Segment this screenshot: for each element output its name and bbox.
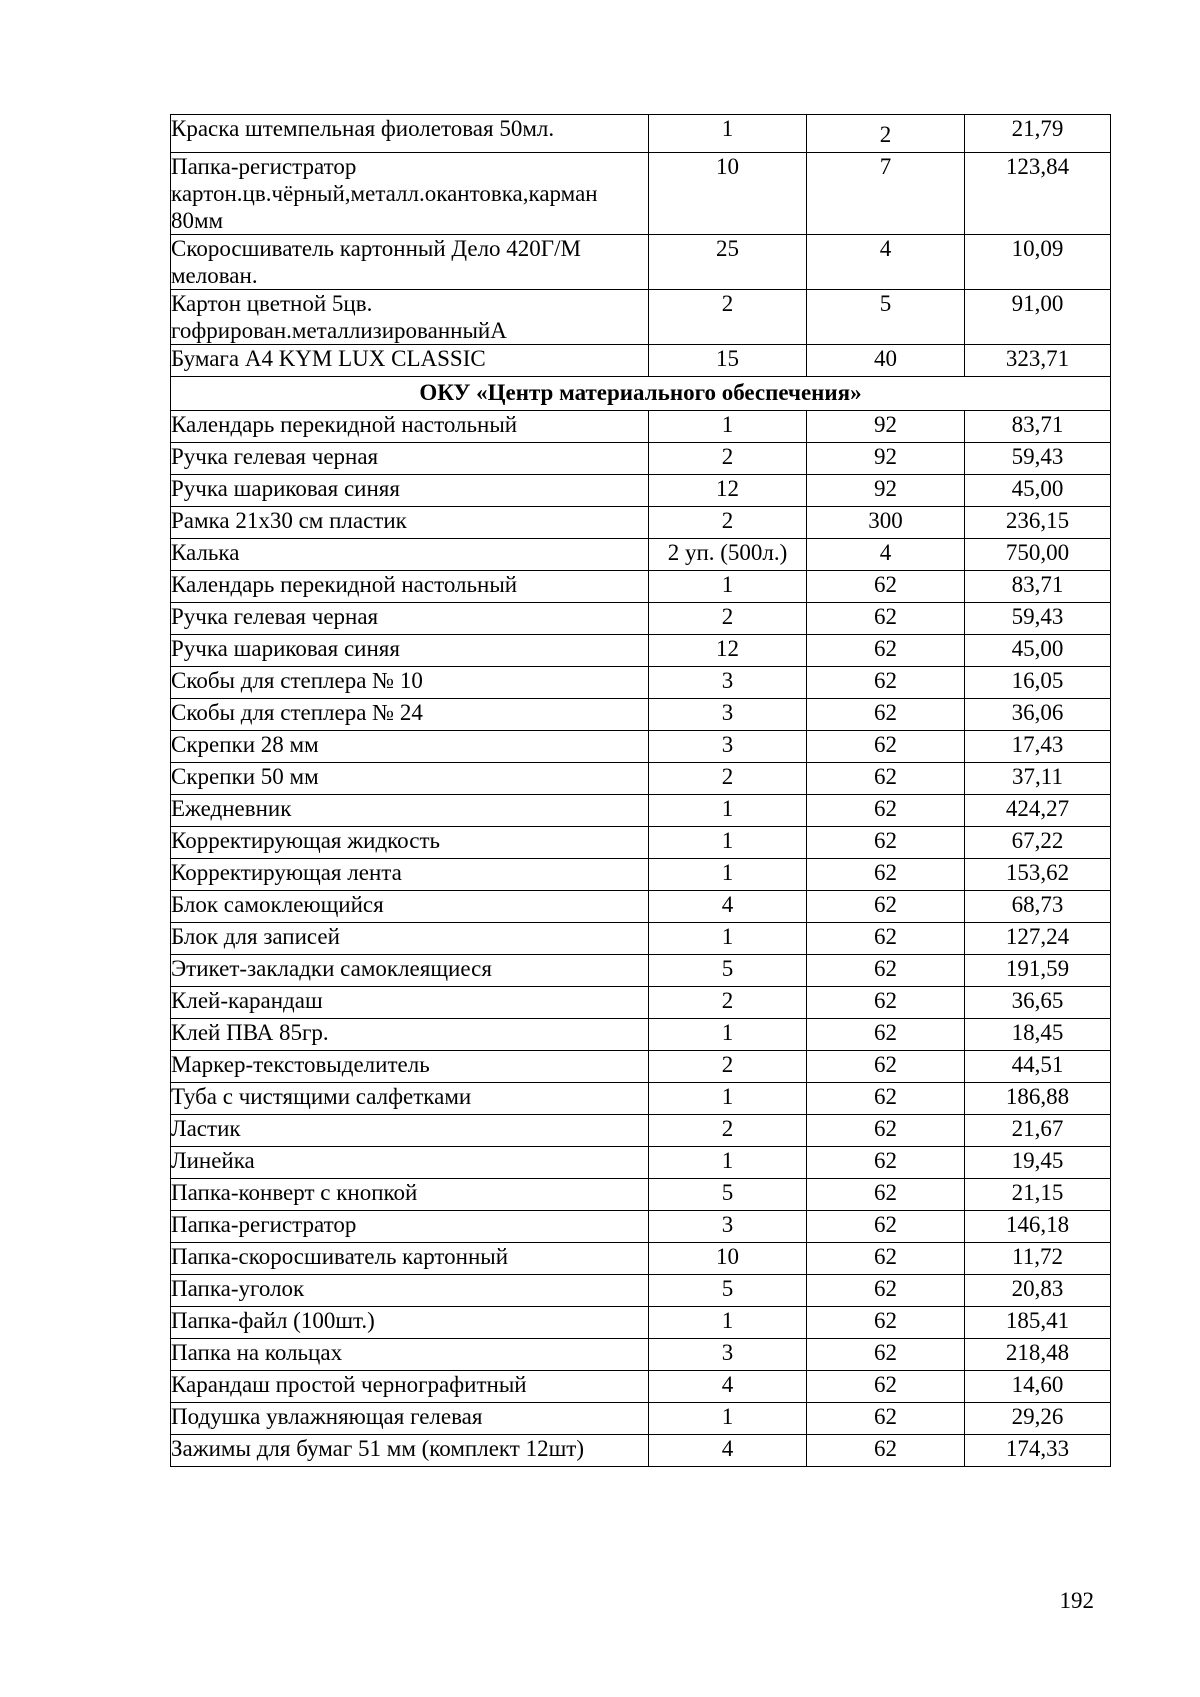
item-name: Скоросшиватель картонный Дело 420Г/М мелован. (171, 235, 649, 290)
page-number: 192 (1059, 1588, 1094, 1613)
item-price: 127,24 (965, 923, 1111, 955)
item-count: 62 (807, 1115, 965, 1147)
item-name: Рамка 21х30 см пластик (171, 507, 649, 539)
table-row (171, 699, 1111, 731)
item-count: 62 (807, 667, 965, 699)
item-count: 92 (807, 443, 965, 475)
item-count: 62 (807, 731, 965, 763)
item-qty: 1 (649, 1019, 807, 1051)
item-name: Папка-регистратор (171, 1211, 649, 1243)
item-name: Корректирующая лента (171, 859, 649, 891)
table-row (171, 115, 1111, 153)
item-price: 36,06 (965, 699, 1111, 731)
item-qty: 2 (649, 763, 807, 795)
table-row (171, 667, 1111, 699)
item-name: Туба с чистящими салфетками (171, 1083, 649, 1115)
item-name: Карандаш простой чернографитный (171, 1371, 649, 1403)
item-count: 62 (807, 1435, 965, 1467)
item-price: 68,73 (965, 891, 1111, 923)
table-row (171, 1371, 1111, 1403)
item-price: 44,51 (965, 1051, 1111, 1083)
item-qty: 2 (649, 1115, 807, 1147)
item-count: 7 (807, 153, 965, 235)
item-qty: 1 (649, 1403, 807, 1435)
item-count: 300 (807, 507, 965, 539)
item-price: 236,15 (965, 507, 1111, 539)
item-qty: 1 (649, 1083, 807, 1115)
item-price: 21,79 (965, 115, 1111, 153)
item-price: 11,72 (965, 1243, 1111, 1275)
item-name: Этикет-закладки самоклеящиеся (171, 955, 649, 987)
item-qty: 1 (649, 1147, 807, 1179)
table-row (171, 603, 1111, 635)
item-name: Скобы для степлера № 24 (171, 699, 649, 731)
item-price: 45,00 (965, 475, 1111, 507)
item-name: Календарь перекидной настольный (171, 411, 649, 443)
table-row (171, 1115, 1111, 1147)
item-name: Блок для записей (171, 923, 649, 955)
item-count: 62 (807, 1275, 965, 1307)
item-price: 750,00 (965, 539, 1111, 571)
table-row (171, 571, 1111, 603)
item-count: 62 (807, 635, 965, 667)
item-count: 62 (807, 859, 965, 891)
item-name: Папка-файл (100шт.) (171, 1307, 649, 1339)
item-name: Скрепки 50 мм (171, 763, 649, 795)
item-count: 62 (807, 987, 965, 1019)
item-price: 21,15 (965, 1179, 1111, 1211)
item-qty: 15 (649, 345, 807, 377)
item-name: Зажимы для бумаг 51 мм (комплект 12шт) (171, 1435, 649, 1467)
item-qty: 25 (649, 235, 807, 290)
item-count: 62 (807, 1179, 965, 1211)
item-name: Ручка шариковая синяя (171, 475, 649, 507)
table-row (171, 1083, 1111, 1115)
item-qty: 5 (649, 955, 807, 987)
item-qty: 1 (649, 923, 807, 955)
table-row (171, 1179, 1111, 1211)
table-row (171, 827, 1111, 859)
item-name: Краска штемпельная фиолетовая 50мл. (171, 115, 649, 153)
table-row (171, 1339, 1111, 1371)
item-count: 92 (807, 411, 965, 443)
item-price: 18,45 (965, 1019, 1111, 1051)
item-qty: 2 (649, 443, 807, 475)
item-qty: 5 (649, 1179, 807, 1211)
item-qty: 5 (649, 1275, 807, 1307)
item-qty: 4 (649, 891, 807, 923)
item-count: 62 (807, 1371, 965, 1403)
item-price: 174,33 (965, 1435, 1111, 1467)
item-count: 62 (807, 1147, 965, 1179)
table-row (171, 1307, 1111, 1339)
item-count: 62 (807, 1243, 965, 1275)
item-name: Ручка гелевая черная (171, 603, 649, 635)
table-row (171, 1147, 1111, 1179)
table-row (171, 1051, 1111, 1083)
item-count: 62 (807, 699, 965, 731)
item-count: 4 (807, 235, 965, 290)
item-qty: 3 (649, 699, 807, 731)
table-row (171, 891, 1111, 923)
table-row (171, 507, 1111, 539)
item-price: 14,60 (965, 1371, 1111, 1403)
item-name: Скобы для степлера № 10 (171, 667, 649, 699)
item-qty: 4 (649, 1435, 807, 1467)
item-qty: 2 уп. (500л.) (649, 539, 807, 571)
item-qty: 2 (649, 1051, 807, 1083)
item-name: Клей ПВА 85гр. (171, 1019, 649, 1051)
item-price: 37,11 (965, 763, 1111, 795)
table-row (171, 923, 1111, 955)
item-count: 62 (807, 891, 965, 923)
table-row (171, 987, 1111, 1019)
item-count: 62 (807, 1307, 965, 1339)
item-name: Блок самоклеющийся (171, 891, 649, 923)
section-title: ОКУ «Центр материального обеспечения» (171, 377, 1111, 411)
item-count: 2 (807, 115, 965, 153)
table-row (171, 1403, 1111, 1435)
item-price: 16,05 (965, 667, 1111, 699)
item-count: 40 (807, 345, 965, 377)
item-name: Корректирующая жидкость (171, 827, 649, 859)
item-price: 10,09 (965, 235, 1111, 290)
table-row (171, 475, 1111, 507)
item-price: 19,45 (965, 1147, 1111, 1179)
item-qty: 10 (649, 153, 807, 235)
item-count: 62 (807, 827, 965, 859)
item-qty: 4 (649, 1371, 807, 1403)
item-price: 59,43 (965, 443, 1111, 475)
item-name: Ежедневник (171, 795, 649, 827)
item-name: Маркер-текстовыделитель (171, 1051, 649, 1083)
table-row (171, 763, 1111, 795)
table-row (171, 1275, 1111, 1307)
item-count: 62 (807, 603, 965, 635)
item-qty: 2 (649, 290, 807, 345)
item-name: Ластик (171, 1115, 649, 1147)
item-name: Папка на кольцах (171, 1339, 649, 1371)
item-count: 62 (807, 795, 965, 827)
item-name: Ручка шариковая синяя (171, 635, 649, 667)
item-count: 62 (807, 1403, 965, 1435)
table-row (171, 153, 1111, 235)
item-qty: 3 (649, 667, 807, 699)
item-qty: 10 (649, 1243, 807, 1275)
table-row (171, 1019, 1111, 1051)
item-qty: 1 (649, 411, 807, 443)
item-qty: 1 (649, 795, 807, 827)
item-price: 17,43 (965, 731, 1111, 763)
item-price: 424,27 (965, 795, 1111, 827)
item-name: Линейка (171, 1147, 649, 1179)
table-row (171, 1243, 1111, 1275)
item-price: 146,18 (965, 1211, 1111, 1243)
table-row (171, 955, 1111, 987)
item-name: Ручка гелевая черная (171, 443, 649, 475)
item-name: Папка-скоросшиватель картонный (171, 1243, 649, 1275)
item-qty: 1 (649, 1307, 807, 1339)
item-qty: 1 (649, 571, 807, 603)
item-price: 36,65 (965, 987, 1111, 1019)
item-price: 191,59 (965, 955, 1111, 987)
item-price: 185,41 (965, 1307, 1111, 1339)
item-qty: 12 (649, 475, 807, 507)
item-count: 62 (807, 923, 965, 955)
item-count: 5 (807, 290, 965, 345)
item-price: 29,26 (965, 1403, 1111, 1435)
table-row (171, 1211, 1111, 1243)
section-header-row (171, 377, 1111, 411)
item-qty: 3 (649, 1339, 807, 1371)
item-price: 123,84 (965, 153, 1111, 235)
item-qty: 12 (649, 635, 807, 667)
item-name: Калька (171, 539, 649, 571)
item-count: 4 (807, 539, 965, 571)
item-price: 59,43 (965, 603, 1111, 635)
item-qty: 2 (649, 987, 807, 1019)
item-price: 45,00 (965, 635, 1111, 667)
item-name: Папка-уголок (171, 1275, 649, 1307)
item-count: 62 (807, 1211, 965, 1243)
table-row (171, 1435, 1111, 1467)
item-price: 323,71 (965, 345, 1111, 377)
item-name: Папка-регистратор картон.цв.чёрный,металл.окантовка,карман 80мм (171, 153, 649, 235)
item-price: 67,22 (965, 827, 1111, 859)
table-row (171, 290, 1111, 345)
item-count: 62 (807, 1339, 965, 1371)
item-count: 62 (807, 1083, 965, 1115)
item-price: 218,48 (965, 1339, 1111, 1371)
supplies-table (170, 114, 1111, 1467)
item-price: 21,67 (965, 1115, 1111, 1147)
item-price: 186,88 (965, 1083, 1111, 1115)
item-count: 62 (807, 1051, 965, 1083)
item-name: Клей-карандаш (171, 987, 649, 1019)
table-row (171, 443, 1111, 475)
item-price: 83,71 (965, 411, 1111, 443)
item-name: Картон цветной 5цв. гофрирован.металлизированныйА (171, 290, 649, 345)
item-qty: 2 (649, 603, 807, 635)
item-name: Папка-конверт с кнопкой (171, 1179, 649, 1211)
item-price: 153,62 (965, 859, 1111, 891)
item-qty: 2 (649, 507, 807, 539)
item-qty: 1 (649, 115, 807, 153)
table-row (171, 795, 1111, 827)
item-price: 83,71 (965, 571, 1111, 603)
item-name: Скрепки 28 мм (171, 731, 649, 763)
item-count: 62 (807, 1019, 965, 1051)
item-count: 92 (807, 475, 965, 507)
table-row (171, 859, 1111, 891)
table-row (171, 731, 1111, 763)
item-name: Календарь перекидной настольный (171, 571, 649, 603)
item-count: 62 (807, 571, 965, 603)
item-name: Бумага А4 KYM LUX CLASSIC (171, 345, 649, 377)
item-count: 62 (807, 955, 965, 987)
table-row (171, 235, 1111, 290)
item-price: 20,83 (965, 1275, 1111, 1307)
table-row (171, 539, 1111, 571)
item-qty: 3 (649, 1211, 807, 1243)
item-qty: 3 (649, 731, 807, 763)
item-price: 91,00 (965, 290, 1111, 345)
item-qty: 1 (649, 827, 807, 859)
item-name: Подушка увлажняющая гелевая (171, 1403, 649, 1435)
table-row (171, 411, 1111, 443)
table-row (171, 345, 1111, 377)
item-count: 62 (807, 763, 965, 795)
table-row (171, 635, 1111, 667)
item-qty: 1 (649, 859, 807, 891)
